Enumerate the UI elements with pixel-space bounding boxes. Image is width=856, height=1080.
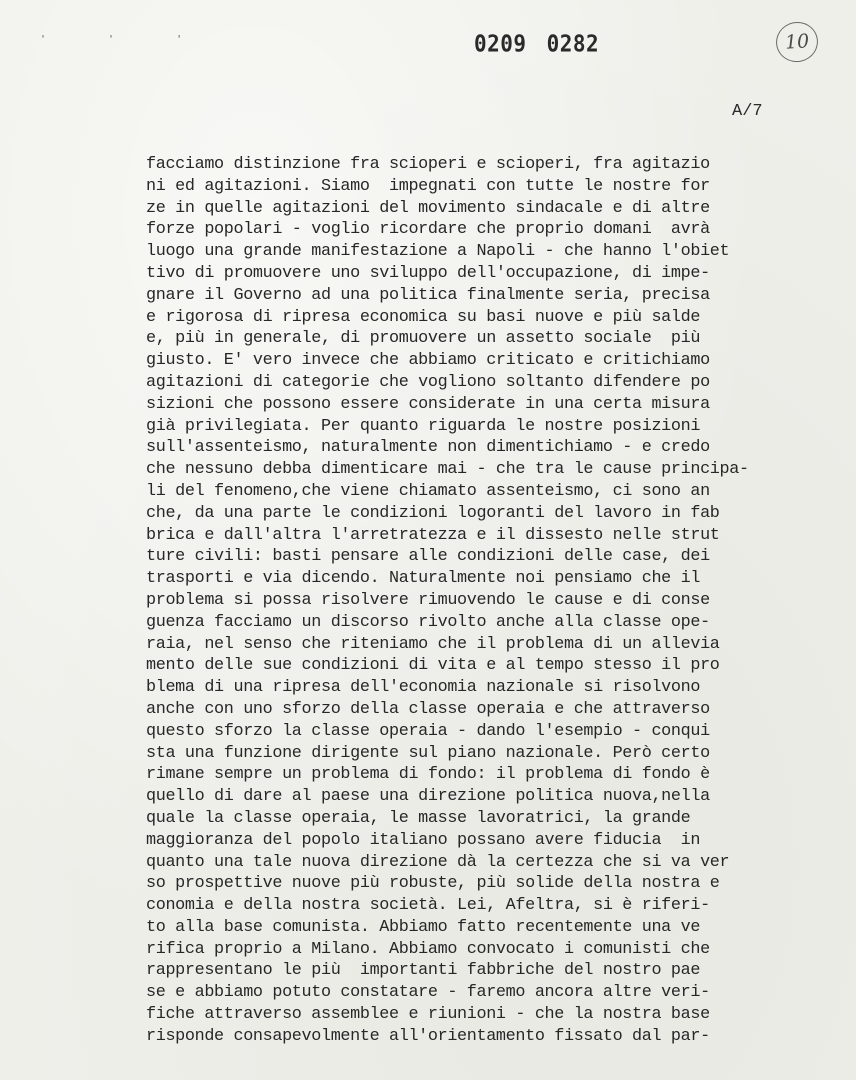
text-line: e, più in generale, di promuovere un assetto sociale più — [146, 329, 701, 349]
text-line: forze popolari - voglio ricordare che proprio domani avrà — [146, 220, 710, 240]
archive-code — [474, 30, 619, 57]
text-line: maggioranza del popolo italiano possano avere fiducia in — [146, 830, 701, 850]
text-line: gnare il Governo ad una politica finalmente seria, precisa — [146, 285, 710, 305]
text-line: rimane sempre un problema di fondo: il problema di fondo è — [146, 765, 710, 785]
text-line: so prospettive nuove più robuste, più solide della nostra e — [146, 874, 720, 894]
text-line: mento delle sue condizioni di vita e al tempo stesso il pro — [146, 656, 720, 676]
text-line: quanto una tale nuova direzione dà la certezza che si va ver — [146, 852, 730, 872]
text-line: conomia e della nostra società. Lei, Afeltra, si è riferi- — [146, 896, 710, 916]
margin-specks: ' ' ' — [40, 34, 211, 45]
body-text — [146, 154, 786, 1048]
archive-code-part-1: 0209 — [474, 30, 527, 57]
text-line: che nessuno debba dimenticare mai - che tra le cause principa- — [146, 460, 749, 480]
circled-page-number — [772, 18, 821, 66]
text-line: che, da una parte le condizioni logoranti del lavoro in fab — [146, 503, 720, 523]
text-line: questo sforzo la classe operaia - dando l'esempio - conqui — [146, 721, 710, 741]
text-line: quale la classe operaia, le masse lavoratrici, la grande — [146, 808, 691, 828]
text-line: raia, nel senso che riteniamo che il problema di un allevia — [146, 634, 720, 654]
text-line: li del fenomeno,che viene chiamato assenteismo, ci sono an — [146, 481, 710, 501]
archive-code-part-2: 0282 — [546, 30, 600, 57]
text-line: rappresentano le più importanti fabbriche del nostro pae — [146, 961, 701, 981]
text-line: problema si possa risolvere rimuovendo le cause e di conse — [146, 590, 710, 610]
text-line: tivo di promuovere uno sviluppo dell'occupazione, di impe- — [146, 263, 710, 283]
text-line: agitazioni di categorie che vogliono soltanto difendere po — [146, 372, 710, 392]
text-line: sull'assenteismo, naturalmente non dimentichiamo - e credo — [146, 438, 710, 458]
text-line: guenza facciamo un discorso rivolto anche alla classe ope- — [146, 612, 710, 632]
text-line: sizioni che possono essere considerate in una certa misura — [146, 394, 710, 414]
text-line: anche con uno sforzo della classe operaia e che attraverso — [146, 699, 710, 719]
text-line: già privilegiata. Per quanto riguarda le nostre posizioni — [146, 416, 701, 436]
text-line: luogo una grande manifestazione a Napoli - che hanno l'obiet — [146, 242, 730, 262]
text-line: blema di una ripresa dell'economia nazionale si risolvono — [146, 678, 701, 698]
text-line: facciamo distinzione fra scioperi e scioperi, fra agitazio — [146, 155, 710, 174]
text-line: quello di dare al paese una direzione politica nuova,nella — [146, 787, 710, 807]
page-number: 10 — [784, 30, 810, 54]
text-line: brica e dall'altra l'arretratezza e il dissesto nelle strut — [146, 525, 720, 545]
text-line: risponde consapevolmente all'orientamento fissato dal par- — [146, 1026, 710, 1046]
text-line: ture civili: basti pensare alle condizioni delle case, dei — [146, 547, 710, 567]
text-line: giusto. E' vero invece che abbiamo criticato e critichiamo — [146, 351, 710, 371]
text-line: to alla base comunista. Abbiamo fatto recentemente una ve — [146, 917, 701, 937]
document-reference: A/7 — [732, 102, 763, 121]
text-line: fiche attraverso assemblee e riunioni - che la nostra base — [146, 1005, 710, 1025]
text-line: e rigorosa di ripresa economica su basi nuove e più salde — [146, 307, 701, 327]
text-line: trasporti e via dicendo. Naturalmente noi pensiamo che il — [146, 569, 701, 589]
text-line: rifica proprio a Milano. Abbiamo convocato i comunisti che — [146, 939, 710, 959]
text-line: ni ed agitazioni. Siamo impegnati con tutte le nostre for — [146, 176, 710, 196]
text-line: se e abbiamo potuto constatare - faremo ancora altre veri- — [146, 983, 710, 1003]
text-line: sta una funzione dirigente sul piano nazionale. Però certo — [146, 743, 710, 763]
text-line: ze in quelle agitazioni del movimento sindacale e di altre — [146, 198, 710, 218]
